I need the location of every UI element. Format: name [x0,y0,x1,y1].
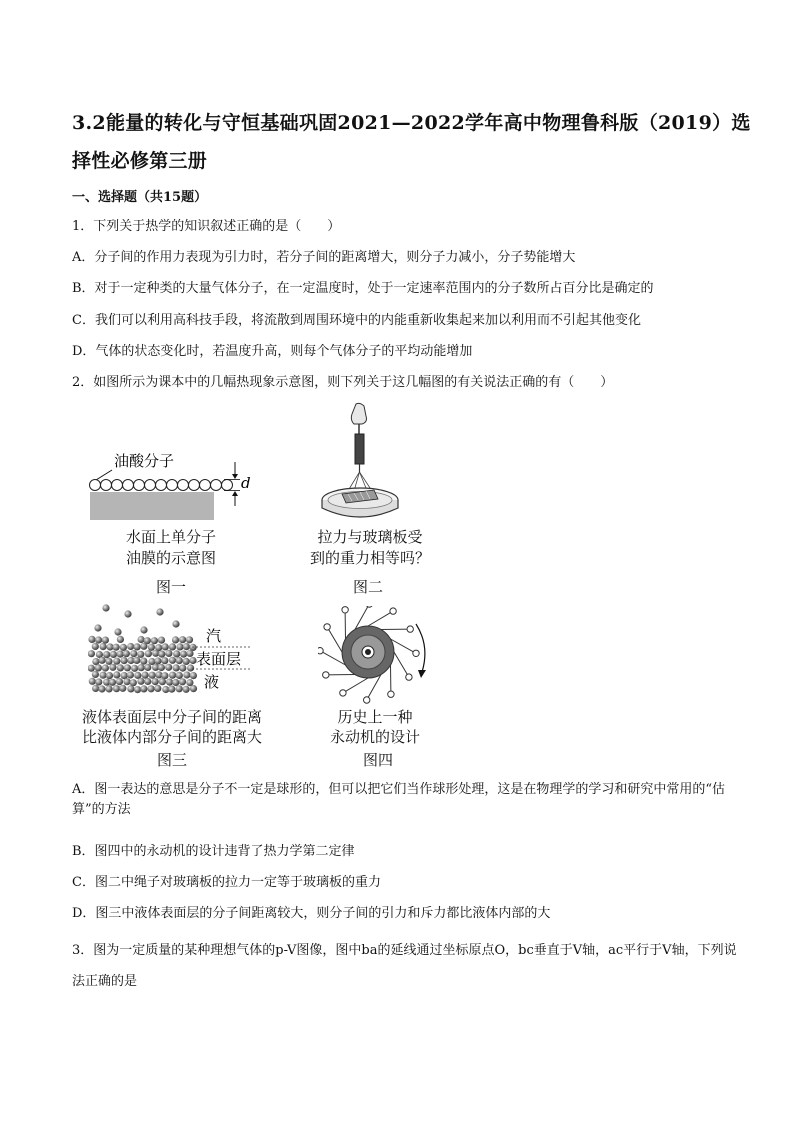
molecule-cluster [88,604,197,693]
wheel-weight-ball [413,650,419,656]
molecule-ball [127,671,134,678]
molecule-ball [89,678,96,685]
molecule-ball [95,636,102,643]
molecule-ball [88,665,95,672]
figure-3-caption-line-1: 液体表面层中分子间的距离 [81,708,262,726]
question-1-option-c: C．我们可以利用高科技手段，将流散到周围环境中的内能重新收集起来加以利用而不引起其他变化 [72,313,641,328]
molecule-ball [95,664,102,671]
molecule-ball [151,637,158,644]
molecule-ball [190,672,197,679]
molecule-ball [190,685,197,692]
molecule-ball [121,657,128,664]
wheel-spoke [343,678,368,693]
molecule-ball [179,636,186,643]
question-3-stem: 3．图为一定质量的某种理想气体的p-V图像，图中ba的延线通过坐标原点O，bc垂直于V轴，ac平行于V轴，下列说法正确的是 [72,943,737,989]
molecule-ball [117,636,124,643]
molecule-ball [114,628,121,635]
molecule-ball [119,685,126,692]
molecule-ball [92,658,99,665]
figure-1-oil-film-diagram [84,440,264,525]
wheel-weight-ball [406,674,412,680]
molecule-ball [113,671,120,678]
molecule-ball [92,685,99,692]
figure-3-liquid-surface-diagram [88,602,258,702]
molecule-ball [113,644,120,651]
question-2-option-c: C．图二中绳子对玻璃板的拉力一定等于玻璃板的重力 [72,875,381,890]
spring-scale [355,434,364,464]
molecule-ball [137,651,144,658]
molecule-ball [131,665,138,672]
figure-2-glass-plate-diagram [316,402,416,524]
molecule-ball [102,637,109,644]
molecule-ball [187,664,194,671]
molecule-ball [100,643,107,650]
wheel-weight-ball [318,648,323,654]
molecule-ball [176,672,183,679]
molecule-ball [127,685,134,692]
molecule-ball [117,664,124,671]
molecule-ball [117,651,124,658]
question-2-option-b: B．图四中的永动机的设计违背了热力学第二定律 [72,844,355,859]
surface-layer-label: 表面层 [196,650,242,668]
molecule-ball [154,657,161,664]
molecule-ball [138,664,145,671]
question-2-stem: 2．如图所示为课本中的几幅热现象示意图，则下列关于这几幅图的有关说法正确的有（ ） [72,375,614,390]
molecule-ball [99,657,106,664]
question-1-option-b: B．对于一定种类的大量气体分子，在一定温度时，处于一定速率范围内的分子数所占百分比是确定的 [72,281,654,296]
molecule-ball [159,678,166,685]
molecule-ball [123,650,130,657]
question-1-option-a: A．分子间的作用力表现为引力时，若分子间的距离增大，则分子力减小，分子势能增大 [72,250,576,265]
wheel-spoke [394,652,409,677]
molecule-ball [173,664,180,671]
hand-icon [351,403,366,424]
question-1-stem: 1．下列关于热学的知识叙述正确的是（ ） [72,219,341,234]
molecule-ball [124,610,131,617]
molecule-ball [169,672,176,679]
document-title: 3.2能量的转化与守恒基础巩固2021—2022学年高中物理鲁科版（2019）选择性必修第三册 [72,112,751,172]
rotation-arrow-icon [416,624,425,672]
molecule-ball [92,671,99,678]
molecule-ball [88,636,95,643]
molecule-ball [95,678,102,685]
molecule-ball [176,685,183,692]
figure-3-label: 图三 [156,751,187,769]
molecule-ball [154,685,161,692]
wheel-spoke [327,627,342,652]
figure-4-label: 图四 [362,751,393,769]
figure-1-caption-line-2: 油膜的示意图 [125,549,216,567]
molecule-ball [152,650,159,657]
molecule-ball [186,636,193,643]
molecule-ball [158,637,165,644]
molecule-ball [92,643,99,650]
question-1-option-d: D．气体的状态变化时，若温度升高，则每个气体分子的平均动能增加 [72,344,473,359]
molecule-ball [162,643,169,650]
figure-3-caption-line-2: 比液体内部分子间的距离大 [81,728,262,746]
liquid-label: 液 [204,673,220,691]
molecule-ball [169,657,176,664]
molecule-ball [100,672,107,679]
molecule-ball [186,679,193,686]
wheel-axle [365,649,371,655]
molecule-ball [149,672,156,679]
wheel-weight-ball [323,672,329,678]
molecule-ball [134,643,141,650]
molecule-ball [152,678,159,685]
molecule-row [90,480,233,491]
wheel-weight-ball [340,690,346,696]
molecule-ball [102,604,109,611]
figure-4-caption-line-2: 永动机的设计 [329,728,420,746]
wheel-weight-ball [407,626,413,632]
question-2-option-a: A．图一表达的意思是分子不一定是球形的，但可以把它们当作球形处理，这是在物理学的学习和研究中常用的“估算”的方法 [72,782,726,817]
wheel-weight-ball [388,691,394,697]
figure-2-caption-line-1: 拉力与玻璃板受 [317,528,423,546]
molecule-ball [183,671,190,678]
molecule-ball [179,665,186,672]
molecule-ball [144,664,151,671]
molecule-ball [183,658,190,665]
molecule-ball [179,678,186,685]
molecule-ball [102,664,109,671]
question-2-option-d: D．图三中液体表面层的分子间距离较大，则分子间的引力和斥力都比液体内部的大 [72,906,551,921]
molecule-ball [173,650,180,657]
water-surface [90,492,214,520]
molecule-ball [134,686,141,693]
vapor-label: 汽 [206,627,222,645]
molecule-ball [130,679,137,686]
molecule-ball [140,658,147,665]
molecule-ball [109,664,116,671]
section-heading: 一、选择题（共15题） [72,190,208,205]
molecule-ball [158,651,165,658]
molecule-ball [180,651,187,658]
wheel-spoke [368,611,393,626]
molecule-ball [145,650,152,657]
molecule-ball [113,658,120,665]
molecule-ball [176,643,183,650]
molecule-ball [140,685,147,692]
molecule-ball [130,650,137,657]
molecule-ball [140,643,147,650]
molecule-ball [113,685,120,692]
molecule-ball [176,657,183,664]
molecule-ball [183,686,190,693]
molecule-ball [165,650,172,657]
thickness-d-label: d [241,474,251,492]
wheel-weight-ball [364,697,370,703]
molecule-ball [158,664,165,671]
molecule-ball [142,672,149,679]
figure-2-label: 图二 [352,578,383,596]
molecule-ball [172,679,179,686]
figure-2-caption-line-2: 到的重力相等吗？ [309,549,430,567]
wheel-weight-ball [390,608,396,614]
molecule-ball [105,658,112,665]
molecule-ball [140,626,147,633]
figure-4-perpetual-motion-wheel [318,606,438,706]
molecule-ball [103,651,110,658]
molecule-ball [166,679,173,686]
molecule-ball [148,685,155,692]
molecule-ball [124,664,131,671]
molecule-ball [138,636,145,643]
figure-4-caption-line-1: 历史上一种 [337,708,413,726]
molecule-ball [172,636,179,643]
wheel-weight-ball [342,607,348,613]
molecule-ball [165,664,172,671]
molecule-ball [133,657,140,664]
wheel-weight-ball [324,624,330,630]
molecule-ball [109,679,116,686]
molecule-ball [106,672,113,679]
molecule-ball [144,678,151,685]
molecule-ball [156,608,163,615]
molecule-ball [172,620,179,627]
molecule-ball [98,685,105,692]
molecule-ball [110,651,117,658]
molecule-ball [127,643,134,650]
molecule-ball [120,644,127,651]
figure-1-caption-line-1: 水面上单分子 [125,528,216,546]
molecule-ball [161,657,168,664]
molecule-ball [183,643,190,650]
molecule-ball [148,644,155,651]
molecule-ball [186,650,193,657]
molecule-ball [116,678,123,685]
figure-1-label: 图一 [155,578,186,596]
molecule-ball [106,685,113,692]
molecule-ball [123,678,130,685]
oleic-acid-molecule-label: 油酸分子 [114,452,175,470]
molecule-ball [88,650,95,657]
molecule-ball [168,686,175,693]
molecule-ball [137,678,144,685]
molecule-ball [169,643,176,650]
molecule-ball [94,624,101,631]
